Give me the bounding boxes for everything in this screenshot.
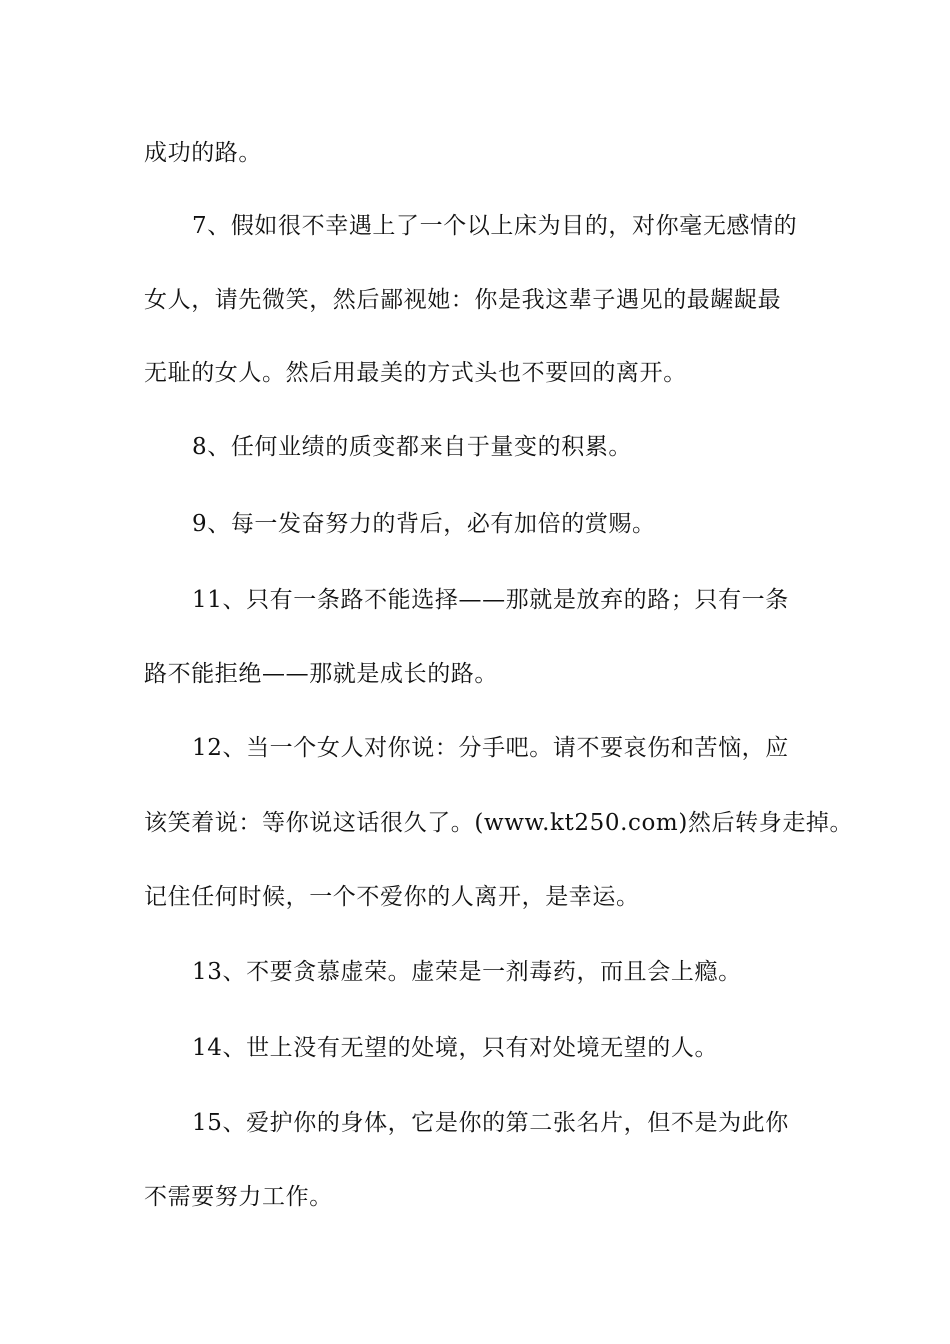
- text-line: 无耻的女人。然后用最美的方式头也不要回的离开。: [144, 360, 687, 386]
- text-line: 13、不要贪慕虚荣。虚荣是一剂毒药，而且会上瘾。: [192, 959, 742, 985]
- text-line: 成功的路。: [144, 140, 262, 166]
- text-line: 14、世上没有无望的处境，只有对处境无望的人。: [192, 1035, 719, 1061]
- text-line: 不需要努力工作。: [144, 1184, 333, 1210]
- text-line: 12、当一个女人对你说：分手吧。请不要哀伤和苦恼，应: [192, 735, 789, 761]
- text-line: 女人，请先微笑，然后鄙视她：你是我这辈子遇见的最龌龊最: [144, 287, 782, 313]
- text-line: 15、爱护你的身体，它是你的第二张名片，但不是为此你: [192, 1110, 789, 1136]
- text-line: 7、假如很不幸遇上了一个以上床为目的，对你毫无感情的: [192, 213, 798, 239]
- text-line: 8、任何业绩的质变都来自于量变的积累。: [192, 434, 633, 460]
- text-line: 记住任何时候，一个不爱你的人离开，是幸运。: [144, 884, 640, 910]
- text-line: 9、每一发奋努力的背后，必有加倍的赏赐。: [192, 511, 656, 537]
- text-line: 路不能拒绝——那就是成长的路。: [144, 661, 498, 687]
- text-line: 11、只有一条路不能选择——那就是放弃的路；只有一条: [192, 587, 789, 613]
- text-line: 该笑着说：等你说这话很久了。(www.kt250.com)然后转身走掉。: [144, 810, 854, 836]
